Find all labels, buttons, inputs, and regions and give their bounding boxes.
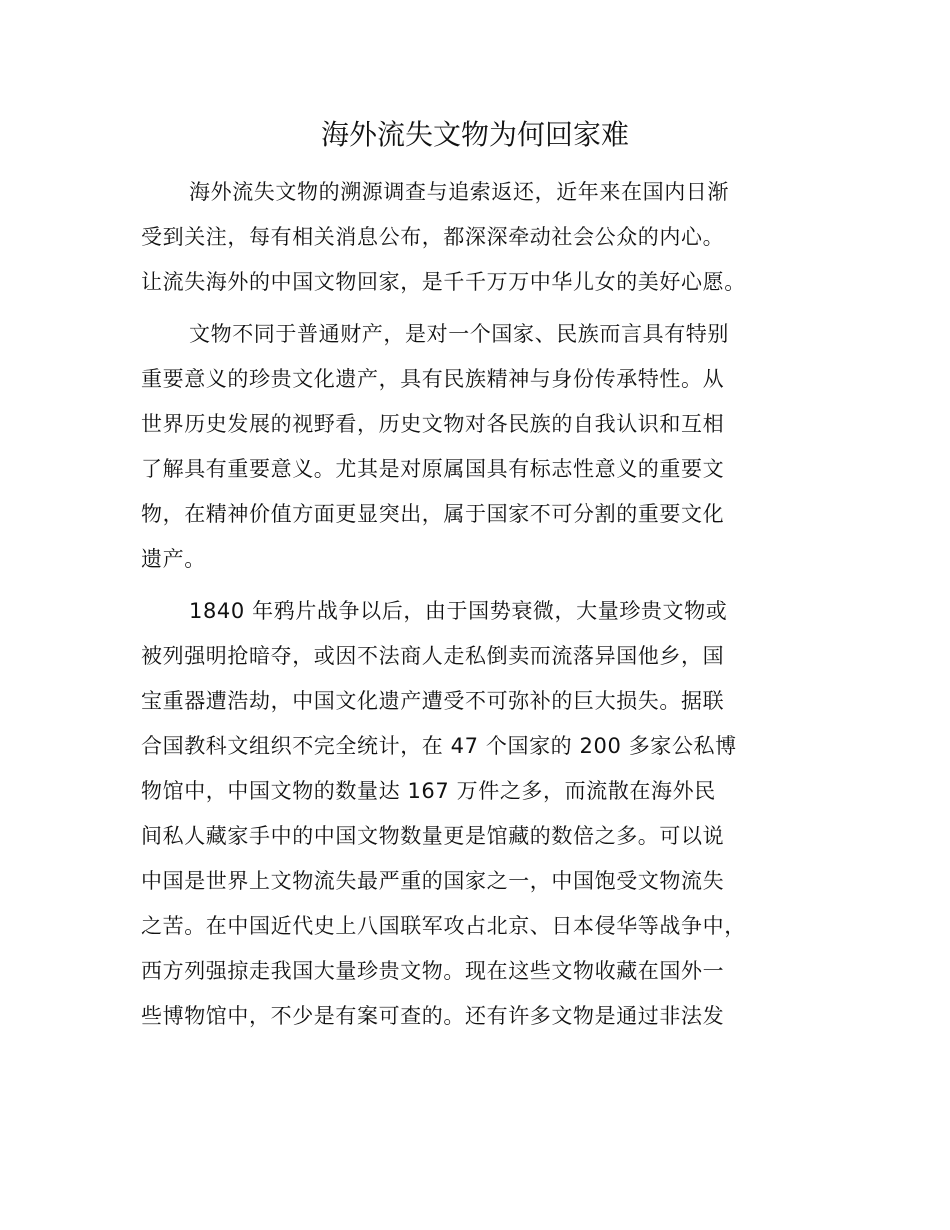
text-line: 遗产。 bbox=[141, 547, 206, 571]
text-line: 重要意义的珍贵文化遗产，具有民族精神与身份传承特性。从 bbox=[141, 367, 725, 391]
text-line: 了解具有重要意义。尤其是对原属国具有标志性意义的重要文 bbox=[141, 457, 725, 481]
text-line: 1840 年鸦片战争以后，由于国势衰微，大量珍贵文物或 bbox=[189, 599, 728, 623]
text-line: 世界历史发展的视野看，历史文物对各民族的自我认识和互相 bbox=[141, 412, 725, 436]
text-line: 物，在精神价值方面更显突出，属于国家不可分割的重要文化 bbox=[141, 502, 725, 526]
text-line: 宝重器遭浩劫，中国文化遗产遭受不可弥补的巨大损失。据联 bbox=[141, 689, 725, 713]
text-line: 西方列强掠走我国大量珍贵文物。现在这些文物收藏在国外一 bbox=[141, 959, 725, 983]
text-line: 中国是世界上文物流失最严重的国家之一，中国饱受文物流失 bbox=[141, 869, 725, 893]
text-line: 被列强明抢暗夺，或因不法商人走私倒卖而流落异国他乡，国 bbox=[141, 644, 725, 668]
text-line: 让流失海外的中国文物回家，是千千万万中华儿女的美好心愿。 bbox=[141, 270, 746, 294]
text-line: 间私人藏家手中的中国文物数量更是馆藏的数倍之多。可以说 bbox=[141, 824, 725, 848]
text-line: 海外流失文物的溯源调查与追索返还，近年来在国内日渐 bbox=[189, 180, 729, 204]
paragraph-3 bbox=[141, 589, 841, 1039]
text-line: 文物不同于普通财产，是对一个国家、民族而言具有特别 bbox=[189, 322, 729, 346]
document-title: 海外流失文物为何回家难 bbox=[320, 118, 629, 151]
paragraph-2 bbox=[141, 312, 841, 582]
text-line: 合国教科文组织不完全统计，在 47 个国家的 200 多家公私博 bbox=[141, 734, 737, 758]
text-line: 物馆中，中国文物的数量达 167 万件之多，而流散在海外民 bbox=[141, 779, 716, 803]
text-line: 受到关注，每有相关消息公布，都深深牵动社会公众的内心。 bbox=[141, 225, 725, 249]
text-line: 之苦。在中国近代史上八国联军攻占北京、日本侵华等战争中， bbox=[141, 914, 746, 938]
document-body bbox=[141, 170, 841, 1046]
text-line: 些博物馆中，不少是有案可查的。还有许多文物是通过非法发 bbox=[141, 1004, 725, 1028]
paragraph-1 bbox=[141, 170, 841, 305]
